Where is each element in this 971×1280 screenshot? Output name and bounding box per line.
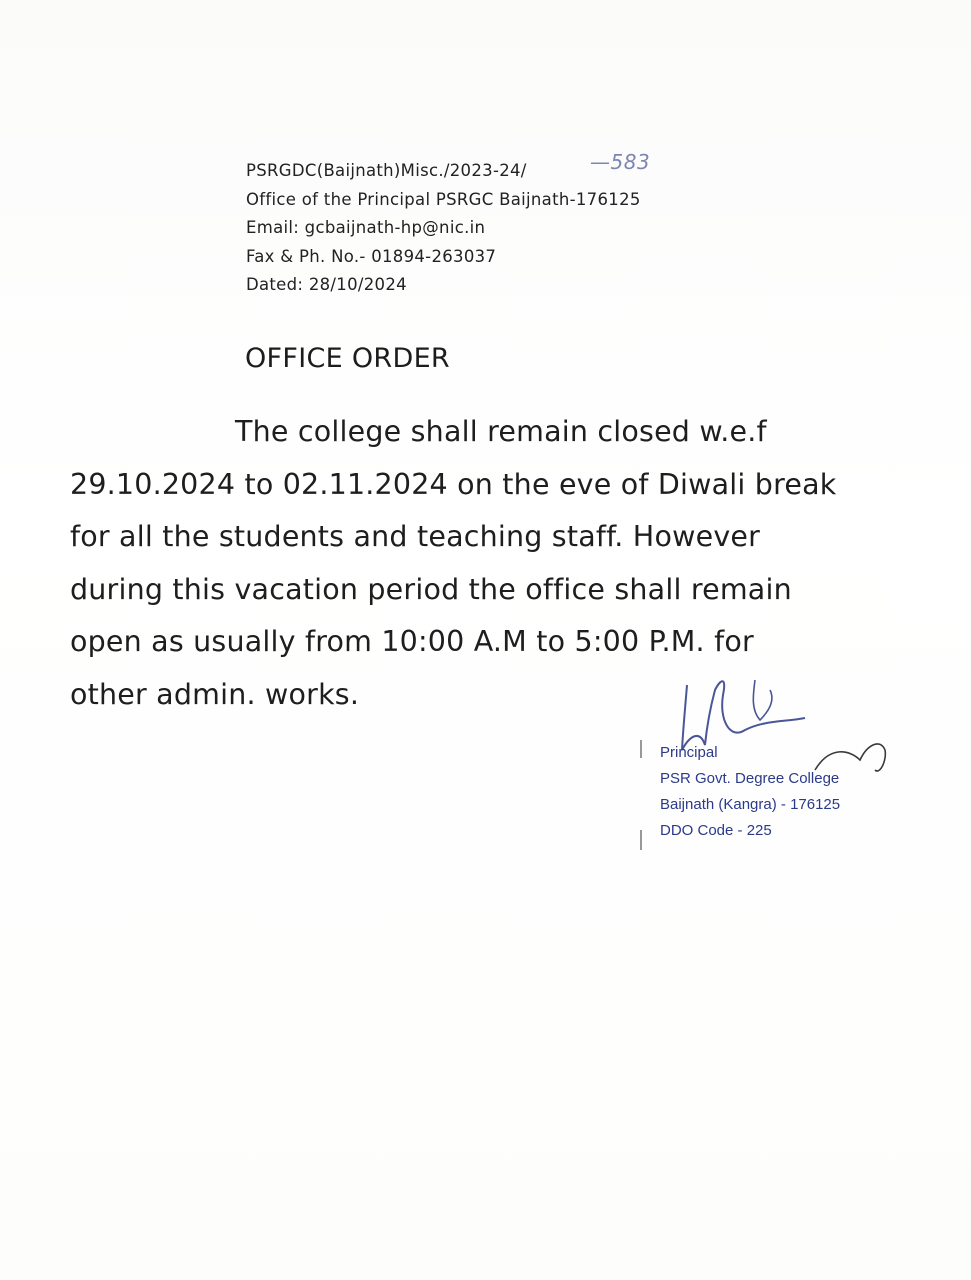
fax-phone-line: Fax & Ph. No.- 01894-263037: [246, 246, 497, 266]
date-line: Dated: 28/10/2024: [246, 275, 407, 294]
reference-number: PSRGDC(Baijnath)Misc./2023-24/: [246, 161, 527, 180]
body-line: open as usually from 10:00 A.M to 5:00 P.M. for: [70, 625, 754, 658]
office-address: Office of the Principal PSRGC Baijnath-176125: [246, 189, 641, 209]
official-stamp: [660, 740, 840, 844]
stamp-ddo-code: DDO Code - 225: [660, 822, 772, 839]
stamp-institution: PSR Govt. Degree College: [660, 770, 840, 787]
email-line: Email: gcbaijnath-hp@nic.in: [246, 218, 486, 237]
body-line: 29.10.2024 to 02.11.2024 on the eve of Diwali break: [70, 467, 837, 501]
page-title: OFFICE ORDER: [245, 343, 450, 374]
stamp-location: Baijnath (Kangra) - 176125: [660, 796, 841, 813]
letterhead-block: [246, 157, 846, 300]
body-line: other admin. works.: [70, 677, 360, 711]
handwritten-dispatch-number: —583: [590, 150, 651, 174]
body-line: during this vacation period the office shall remain: [70, 572, 792, 606]
body-line: The college shall remain closed w.e.f: [235, 415, 767, 448]
stamp-designation: Principal: [660, 744, 718, 761]
body-line: for all the students and teaching staff. However: [70, 520, 761, 553]
